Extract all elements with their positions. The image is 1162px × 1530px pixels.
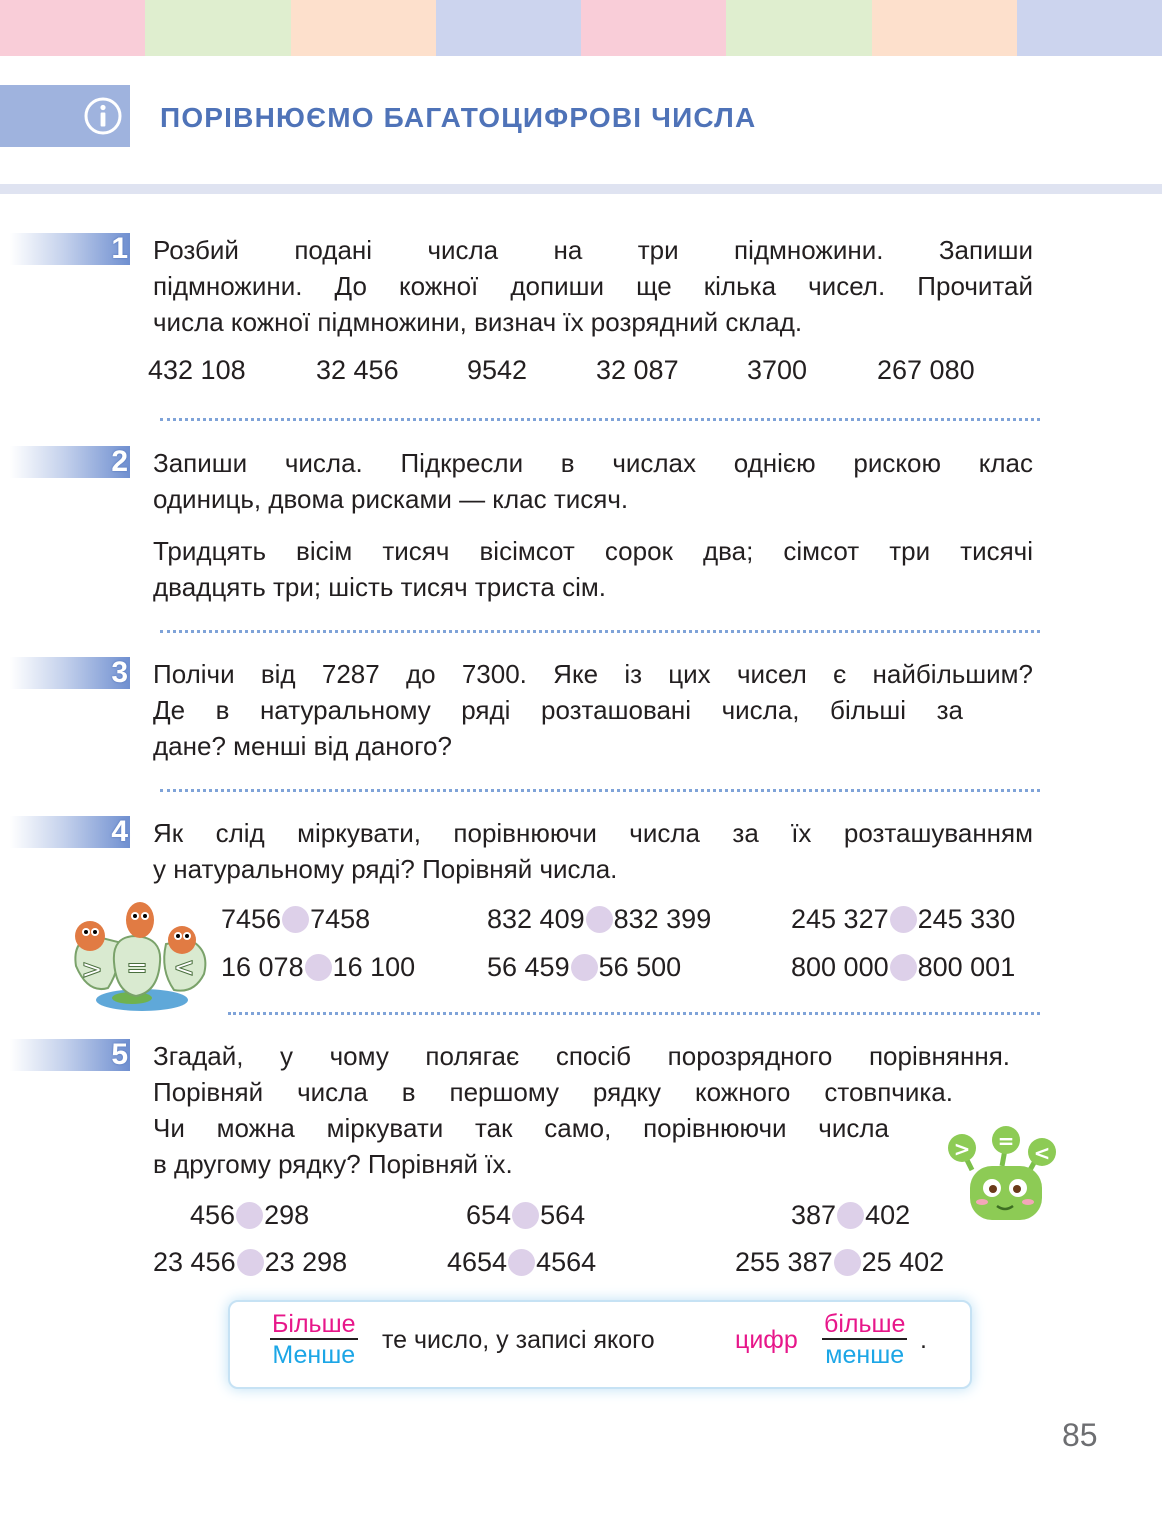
text-line: підмножини. До кожної допиши ще кілька чисел. Прочитай: [153, 271, 1033, 301]
text-line: Де в натуральному ряді розташовані числа, більші за: [153, 695, 963, 725]
fraction-top: більше: [824, 1310, 906, 1338]
left-number: 800 000: [791, 952, 889, 982]
text-line: числа кожної підмножини, визнач їх розрядний склад.: [153, 307, 803, 337]
svg-text:<: <: [173, 953, 195, 983]
text-line: одиниць, двома рисками — клас тисяч.: [153, 484, 629, 514]
compare-circle[interactable]: [512, 1202, 539, 1229]
compare-circle[interactable]: [282, 906, 309, 933]
right-number: 4564: [536, 1247, 597, 1277]
right-number: 25 402: [861, 1247, 945, 1277]
comparison-item: [447, 1247, 596, 1278]
fraction-bottom: Менше: [272, 1341, 356, 1369]
right-number: 564: [540, 1200, 586, 1230]
fraction-top: Більше: [272, 1310, 356, 1338]
left-number: 456: [190, 1200, 236, 1230]
right-number: 245 330: [917, 904, 1016, 934]
comparison-item: [791, 952, 1015, 983]
left-number: 245 327: [791, 904, 889, 934]
comparison-item: [735, 1247, 944, 1278]
stripe: [291, 0, 436, 56]
page-number: 85: [1062, 1417, 1098, 1453]
rule-text: те число, у записі якого: [382, 1326, 655, 1354]
compare-circle[interactable]: [890, 954, 917, 981]
section-title: ПОРІВНЮЄМО БАГАТОЦИФРОВІ ЧИСЛА: [160, 102, 757, 133]
right-number: 402: [865, 1200, 911, 1230]
left-number: 23 456: [153, 1247, 236, 1277]
rule-highlight-word: цифр: [735, 1326, 798, 1354]
compare-circle[interactable]: [586, 906, 613, 933]
text-line: Тридцять вісім тисяч вісімсот сорок два; сімсот три тисячі: [153, 536, 1033, 566]
compare-circle[interactable]: [834, 1249, 861, 1276]
task-number: 2: [111, 445, 128, 478]
svg-text:>: >: [81, 955, 103, 985]
comparison-item: [153, 1247, 347, 1278]
left-number: 4654: [447, 1247, 508, 1277]
comparison-item: [221, 952, 415, 983]
compare-circle[interactable]: [237, 1249, 264, 1276]
text-line: в другому рядку? Порівняй їх.: [153, 1149, 513, 1179]
svg-text:>: >: [953, 1137, 971, 1161]
right-number: 298: [264, 1200, 310, 1230]
left-number: 832 409: [487, 904, 585, 934]
comparison-item: [487, 904, 711, 935]
left-number: 654: [466, 1200, 512, 1230]
fraction-bottom: менше: [825, 1341, 905, 1369]
left-number: 255 387: [735, 1247, 833, 1277]
right-number: 832 399: [613, 904, 712, 934]
comparison-item: [487, 952, 681, 983]
comparison-item: [221, 904, 370, 935]
task-3-marker: [10, 657, 130, 689]
number-item: 432 108: [148, 355, 246, 385]
comparison-item: [466, 1200, 585, 1231]
task-1-numbers: [0, 355, 1162, 395]
dotted-divider: [160, 418, 1040, 421]
stripe: [145, 0, 290, 56]
info-icon: [83, 96, 123, 136]
number-item: 32 456: [316, 355, 399, 385]
right-number: 7458: [310, 904, 371, 934]
text-line: Порівняй числа в першому рядку кожного стовпчика.: [153, 1077, 953, 1107]
task-2-marker: [10, 446, 130, 478]
text-line: Розбий подані числа на три підмножини. Запиши: [153, 235, 1033, 265]
left-number: 16 078: [221, 952, 304, 982]
stripe: [436, 0, 581, 56]
rule-box: [228, 1300, 972, 1389]
svg-text:=: =: [126, 953, 148, 983]
stripe: [872, 0, 1017, 56]
right-number: 800 001: [917, 952, 1016, 982]
dotted-divider: [160, 630, 1040, 633]
svg-text:=: =: [997, 1129, 1015, 1153]
number-item: 3700: [747, 355, 808, 385]
right-number: 23 298: [264, 1247, 348, 1277]
text-line: Чи можна міркувати так само, порівнюючи числа: [153, 1113, 889, 1143]
comparison-item: [791, 1200, 910, 1231]
number-item: 9542: [467, 355, 528, 385]
dotted-divider: [160, 789, 1040, 792]
task-number: 1: [111, 232, 128, 265]
left-number: 56 459: [487, 952, 570, 982]
comparison-mascot-illustration: [62, 900, 217, 1012]
stripe: [0, 0, 145, 56]
text-line: Полічи від 7287 до 7300. Яке із цих чисел є найбільшим?: [153, 659, 1033, 689]
stripe: [581, 0, 726, 56]
text-line: Як слід міркувати, порівнюючи числа за їх розташуванням: [153, 818, 1033, 848]
comparison-item: [791, 904, 1015, 935]
text-line: Запиши числа. Підкресли в числах однією рискою клас: [153, 448, 1033, 478]
right-number: 16 100: [332, 952, 416, 982]
stripe: [726, 0, 871, 56]
dotted-divider: [228, 1012, 1040, 1015]
green-mascot-illustration: [942, 1122, 1062, 1224]
compare-circle[interactable]: [890, 906, 917, 933]
fraction-more-less-lowercase: [822, 1310, 907, 1370]
number-item: 32 087: [596, 355, 679, 385]
compare-circle[interactable]: [236, 1202, 263, 1229]
left-number: 7456: [221, 904, 282, 934]
task-number: 4: [111, 815, 128, 848]
color-stripe-bar: [0, 0, 1162, 56]
compare-circle[interactable]: [508, 1249, 535, 1276]
stripe: [1017, 0, 1162, 56]
task-number: 5: [111, 1038, 128, 1071]
rule-end-punctuation: .: [920, 1326, 927, 1354]
fraction-more-less: [270, 1310, 358, 1370]
header-rule: [0, 184, 1162, 194]
text-line: Згадай, у чому полягає спосіб порозрядного порівняння.: [153, 1041, 1010, 1071]
task-5-marker: [10, 1039, 130, 1071]
number-item: 267 080: [877, 355, 975, 385]
left-number: 387: [791, 1200, 837, 1230]
compare-circle[interactable]: [837, 1202, 864, 1229]
compare-circle[interactable]: [571, 954, 598, 981]
text-line: у натуральному ряді? Порівняй числа.: [153, 854, 618, 884]
text-line: дане? менші від даного?: [153, 731, 452, 761]
task-4-marker: [10, 816, 130, 848]
text-line: двадцять три; шість тисяч триста сім.: [153, 572, 606, 602]
svg-text:<: <: [1033, 1141, 1051, 1165]
task-1-marker: [10, 233, 130, 265]
compare-circle[interactable]: [305, 954, 332, 981]
task-number: 3: [111, 656, 128, 689]
right-number: 56 500: [598, 952, 682, 982]
comparison-item: [190, 1200, 309, 1231]
